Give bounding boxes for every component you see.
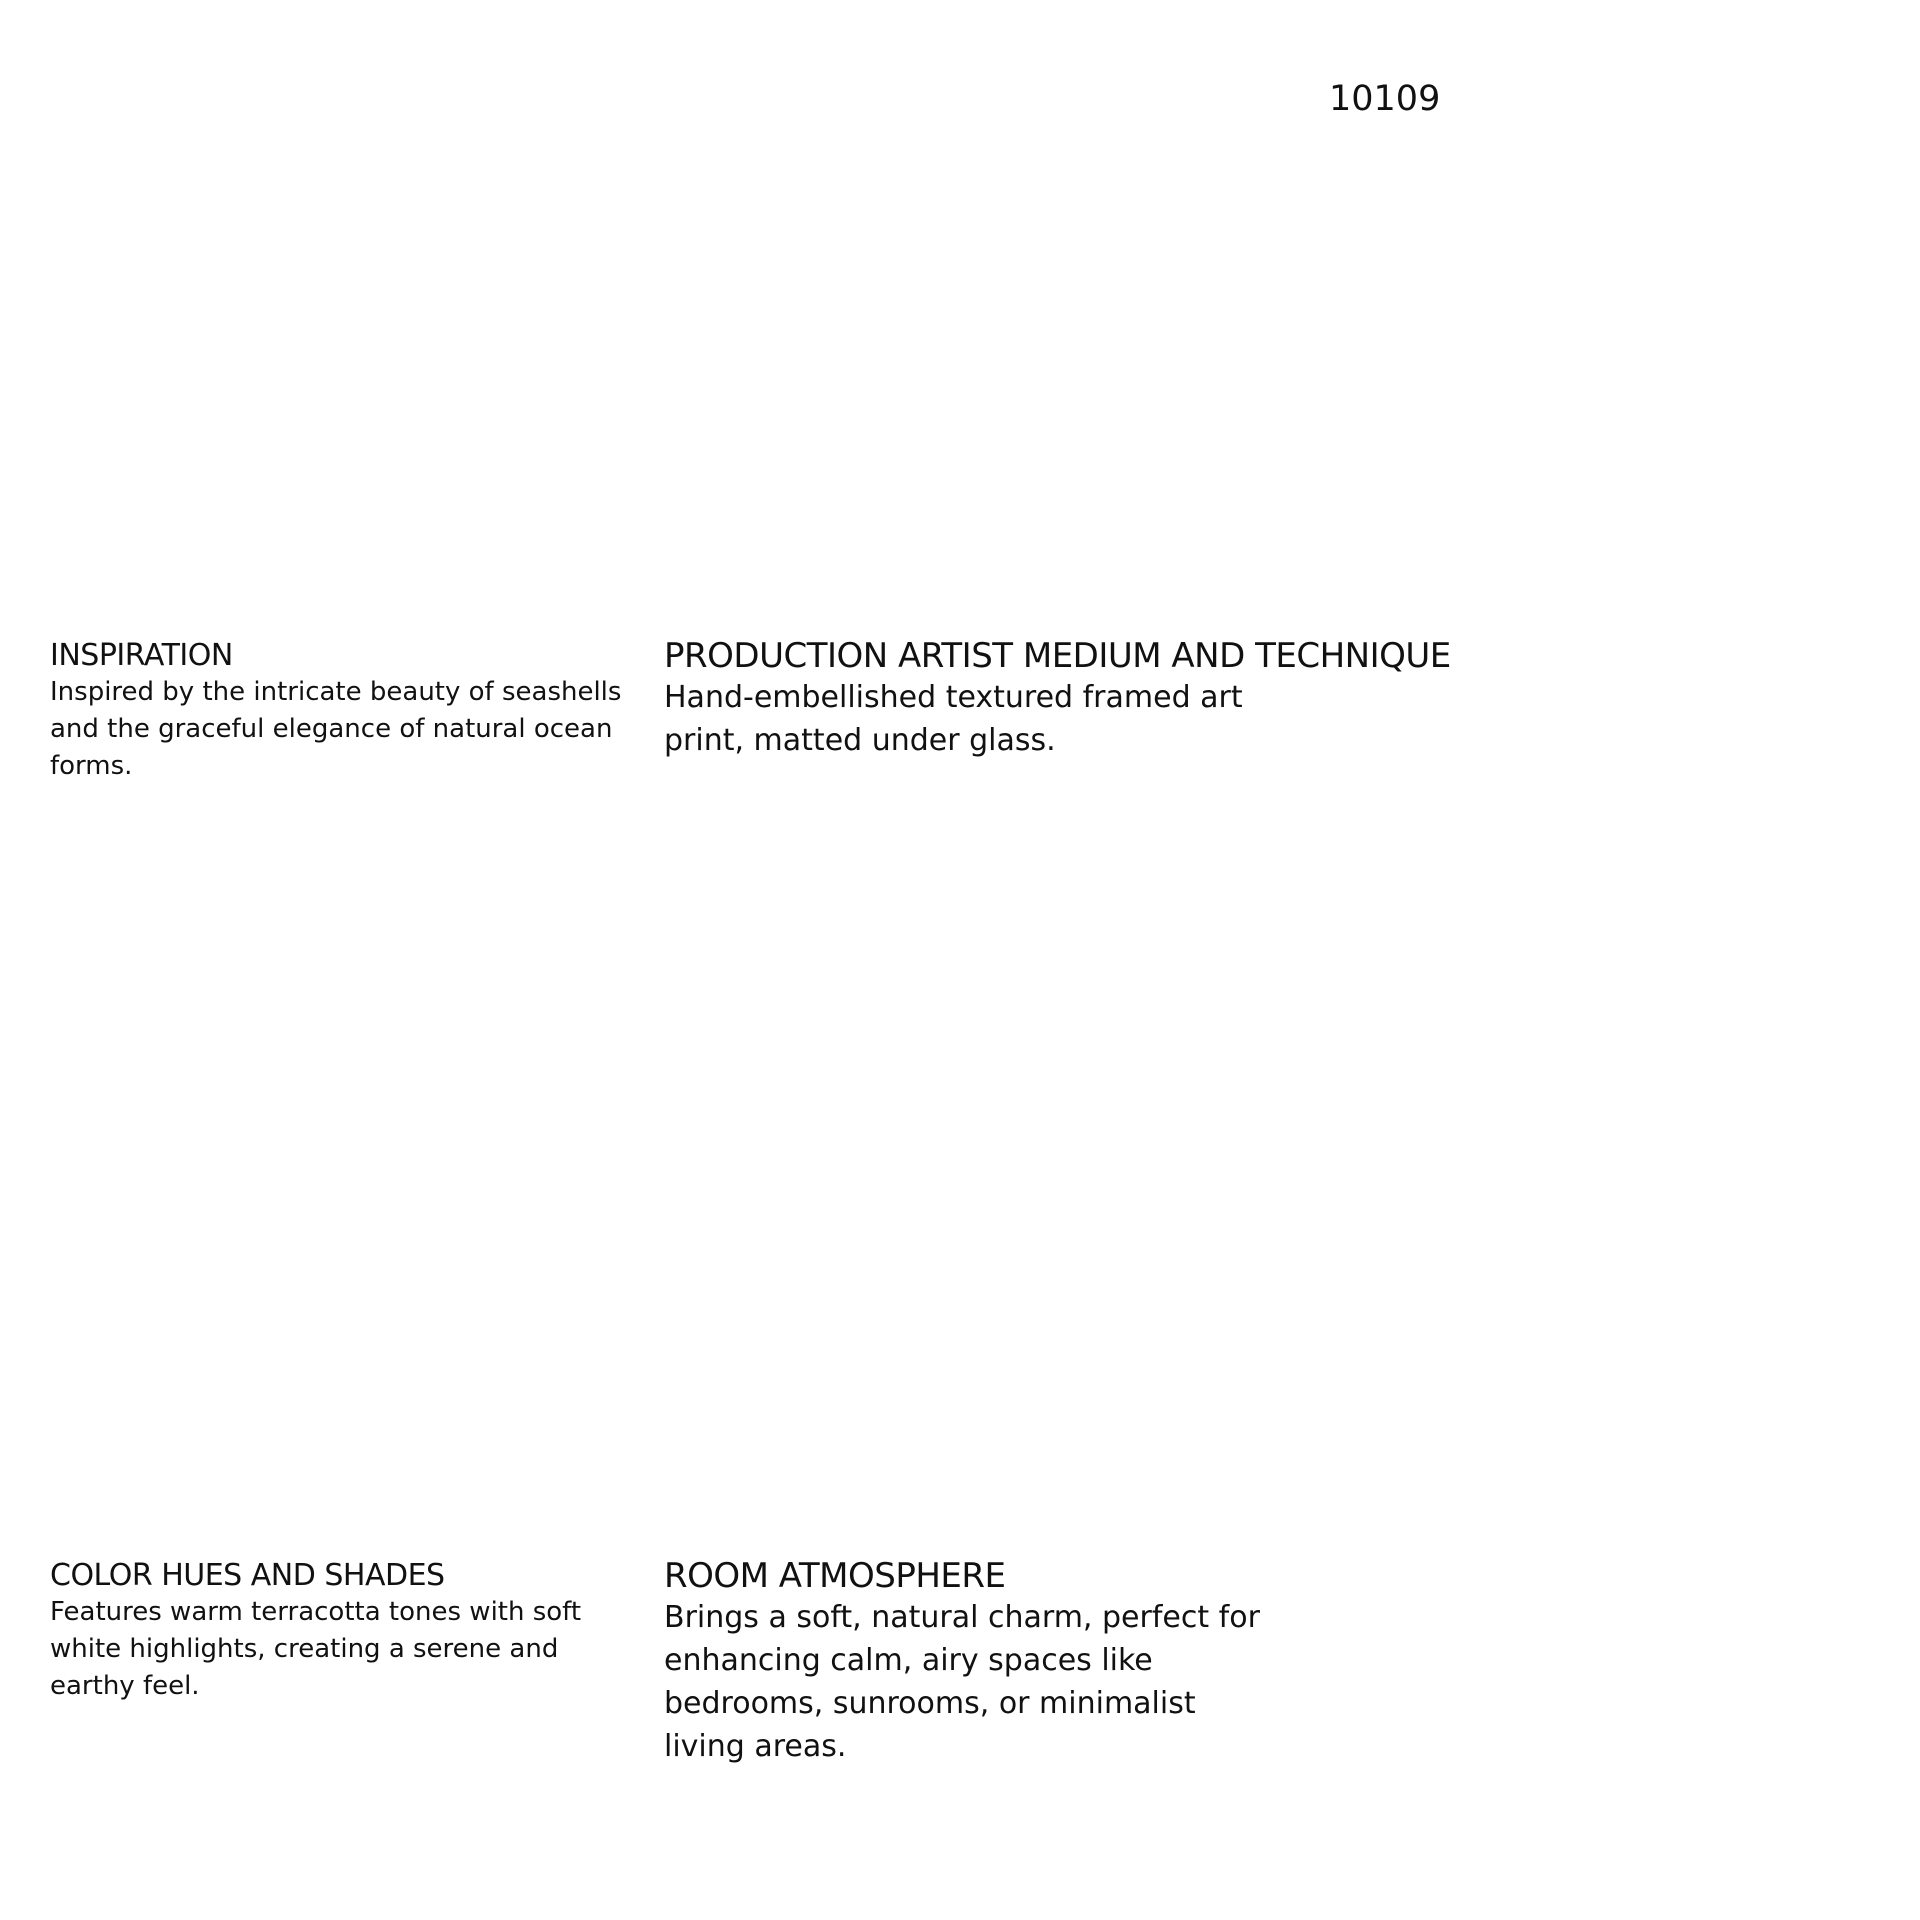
- room-atmosphere-heading: ROOM ATMOSPHERE: [664, 1556, 1006, 1596]
- color-hues-text: Features warm terracotta tones with soft white highlights, creating a serene and earthy feel.: [50, 1597, 582, 1701]
- inspiration-section: [50, 638, 640, 785]
- inspiration-text: Inspired by the intricate beauty of seashells and the graceful elegance of natural ocean forms.: [50, 677, 622, 781]
- room-atmosphere-text: Brings a soft, natural charm, perfect for enhancing calm, airy spaces like bedrooms, sunrooms, or minimalist living areas.: [664, 1600, 1260, 1764]
- room-atmosphere-section: [664, 1556, 1264, 1768]
- color-hues-section: [50, 1558, 640, 1705]
- product-number: 10109: [1329, 79, 1441, 119]
- medium-technique-section: [664, 636, 1451, 762]
- inspiration-heading: INSPIRATION: [50, 638, 233, 673]
- color-hues-heading: COLOR HUES AND SHADES: [50, 1558, 445, 1593]
- medium-technique-text: Hand-embellished textured framed art print, matted under glass.: [664, 680, 1243, 758]
- medium-technique-heading: PRODUCTION ARTIST MEDIUM AND TECHNIQUE: [664, 636, 1451, 676]
